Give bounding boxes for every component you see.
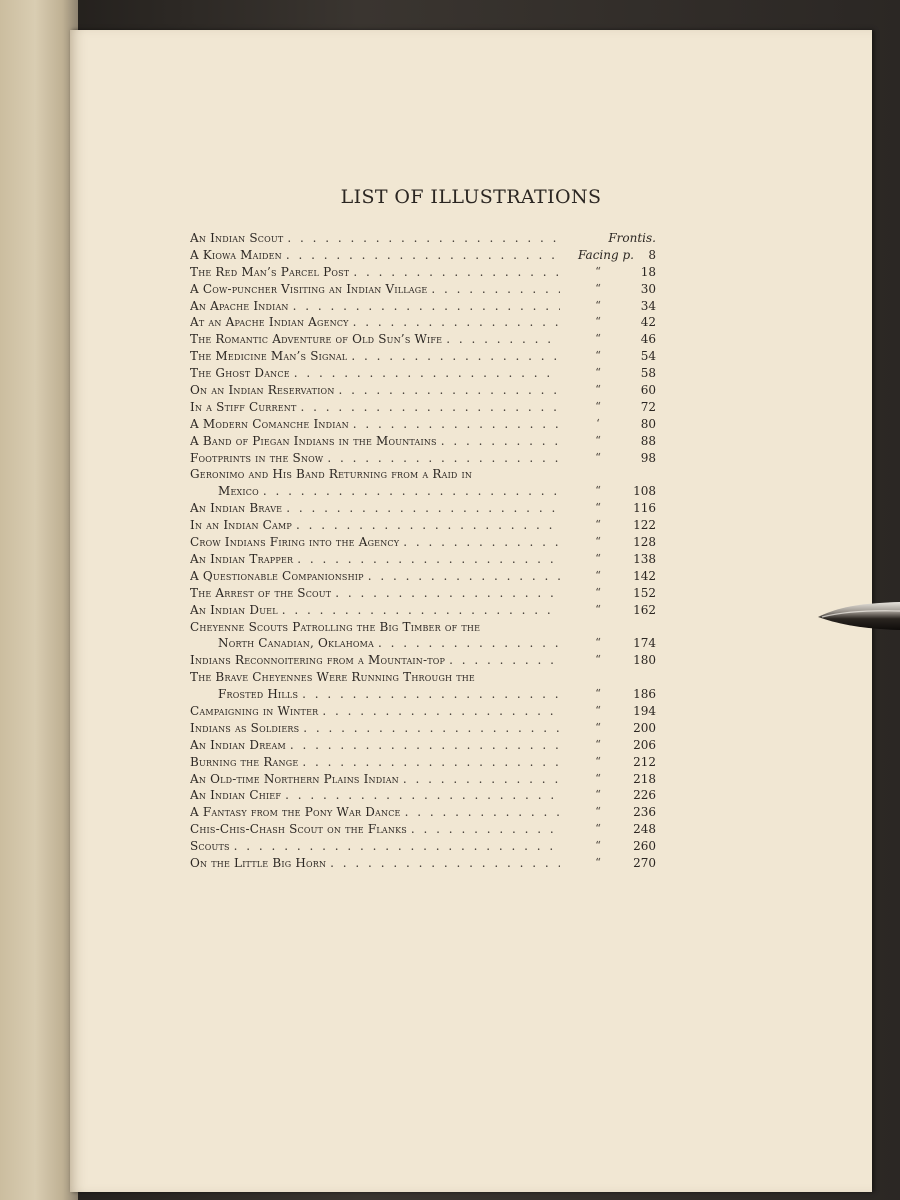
dot-leader xyxy=(427,281,560,298)
list-item xyxy=(190,771,656,788)
illustration-title: At an Apache Indian Agency xyxy=(190,315,349,330)
ditto-mark: “ xyxy=(595,568,601,582)
ditto-mark: “ xyxy=(595,501,601,515)
list-item xyxy=(190,754,656,771)
previous-page-edge xyxy=(0,0,78,1200)
list-item xyxy=(190,585,656,602)
list-item xyxy=(190,433,656,450)
dot-leader xyxy=(283,230,556,247)
ditto-mark: “ xyxy=(595,653,601,667)
page-number: 54 xyxy=(640,349,656,364)
ditto-mark: “ xyxy=(595,788,601,802)
page-label: Facing p. xyxy=(578,247,634,262)
page-number: 60 xyxy=(640,383,656,398)
ditto-mark: “ xyxy=(595,433,601,447)
ditto-mark: “ xyxy=(595,383,601,397)
illustration-title: An Indian Brave xyxy=(190,501,283,516)
illustration-title: Cheyenne Scouts Patrolling the Big Timber of the xyxy=(190,619,481,634)
page-number: 212 xyxy=(633,754,656,769)
illustration-title: Frosted Hills xyxy=(218,687,299,702)
ditto-mark: ‘ xyxy=(596,416,600,430)
illustration-title: An Indian Trapper xyxy=(190,551,294,566)
illustration-title: Burning the Range xyxy=(190,754,299,769)
page-number: 206 xyxy=(633,737,656,752)
ditto-mark: “ xyxy=(595,349,601,363)
dot-leader xyxy=(281,787,560,804)
page-number: 18 xyxy=(640,264,656,279)
ditto-mark: “ xyxy=(595,771,601,785)
ditto-mark: “ xyxy=(595,366,601,380)
list-item xyxy=(190,365,656,382)
list-item xyxy=(190,450,656,467)
illustration-title: North Canadian, Oklahoma xyxy=(218,636,374,651)
illustration-title: An Indian Scout xyxy=(190,231,284,245)
illustration-title: Indians Reconnoitering from a Mountain-top xyxy=(190,653,446,668)
list-item xyxy=(190,619,656,653)
dot-leader xyxy=(349,264,560,281)
illustration-title: A Kiowa Maiden xyxy=(190,247,282,262)
page-number: 142 xyxy=(633,568,656,583)
illustration-title: The Medicine Man’s Signal xyxy=(190,349,348,364)
dot-leader xyxy=(298,754,560,771)
page-number: 42 xyxy=(640,315,656,330)
dot-leader xyxy=(298,686,560,703)
ditto-mark: “ xyxy=(595,518,601,532)
ditto-mark: “ xyxy=(595,484,601,498)
pen-tip-icon xyxy=(818,600,900,632)
page-number: 30 xyxy=(640,281,656,296)
dot-leader xyxy=(374,635,560,652)
illustration-title: An Indian Chief xyxy=(190,788,282,803)
illustration-title: On an Indian Reservation xyxy=(190,383,335,398)
dot-leader xyxy=(286,737,560,754)
page-number: 108 xyxy=(633,484,656,499)
illustration-title: Scouts xyxy=(190,839,230,854)
ditto-mark: “ xyxy=(595,703,601,717)
illustration-title: A Questionable Companionship xyxy=(190,568,364,583)
dot-leader xyxy=(259,483,560,500)
illustration-title: Mexico xyxy=(218,484,259,499)
dot-leader xyxy=(399,534,560,551)
list-item xyxy=(190,247,656,264)
page-number: 8 xyxy=(648,247,656,262)
list-item xyxy=(190,737,656,754)
page-number: 248 xyxy=(633,822,656,837)
ditto-mark: “ xyxy=(595,754,601,768)
ditto-mark: “ xyxy=(595,585,601,599)
page-number: 138 xyxy=(633,551,656,566)
illustration-title: An Apache Indian xyxy=(190,298,289,313)
ditto-mark: “ xyxy=(595,737,601,751)
illustration-title: The Arrest of the Scout xyxy=(190,585,332,600)
page-number: 180 xyxy=(633,653,656,668)
ditto-mark: “ xyxy=(595,822,601,836)
page-number: 270 xyxy=(633,856,656,870)
illustration-title: The Romantic Adventure of Old Sun’s Wife xyxy=(190,332,443,347)
dot-leader xyxy=(442,331,560,348)
list-item xyxy=(190,331,656,348)
list-item xyxy=(190,804,656,821)
dot-leader xyxy=(278,602,560,619)
ditto-mark: “ xyxy=(595,602,601,616)
page-number: 260 xyxy=(633,839,656,854)
list-item xyxy=(190,838,656,855)
list-item xyxy=(190,517,656,534)
list-item xyxy=(190,551,656,568)
illustration-title: A Modern Comanche Indian xyxy=(190,416,349,431)
page-number: 72 xyxy=(640,399,656,414)
list-item xyxy=(190,298,656,315)
dot-leader xyxy=(437,433,560,450)
list-item xyxy=(190,314,656,331)
illustration-title: Footprints in the Snow xyxy=(190,450,324,465)
list-item xyxy=(190,669,656,703)
ditto-mark: “ xyxy=(595,856,601,869)
illustration-title: A Fantasy from the Pony War Dance xyxy=(190,805,401,820)
page-label: Frontis. xyxy=(608,231,656,245)
illustration-title: An Indian Dream xyxy=(190,737,286,752)
page-number: 174 xyxy=(633,636,656,651)
dot-leader xyxy=(399,771,560,788)
page-number: 122 xyxy=(633,518,656,533)
dot-leader xyxy=(290,365,560,382)
dot-leader xyxy=(364,568,560,585)
illustration-title: Indians as Soldiers xyxy=(190,720,300,735)
ditto-mark: “ xyxy=(595,332,601,346)
page-number: 116 xyxy=(633,501,656,516)
ditto-mark: “ xyxy=(595,805,601,819)
ditto-mark: “ xyxy=(595,636,601,650)
illustration-title: Campaigning in Winter xyxy=(190,703,319,718)
ditto-mark: “ xyxy=(595,298,601,312)
illustration-title: The Brave Cheyennes Were Running Through the xyxy=(190,670,475,685)
list-item xyxy=(190,348,656,365)
page-number: 218 xyxy=(633,771,656,786)
page-number: 98 xyxy=(640,450,656,465)
ditto-mark: “ xyxy=(595,264,601,278)
dot-leader xyxy=(326,855,560,872)
dot-leader xyxy=(282,247,556,264)
page-number: 80 xyxy=(640,416,656,431)
page-number: 236 xyxy=(633,805,656,820)
page-number: 152 xyxy=(633,585,656,600)
illustration-title: Chis-Chis-Chash Scout on the Flanks xyxy=(190,822,407,837)
illustration-title: In an Indian Camp xyxy=(190,518,292,533)
page-number: 128 xyxy=(633,535,656,550)
dot-leader xyxy=(297,399,560,416)
illustration-title: An Indian Duel xyxy=(190,602,278,617)
page-number: 200 xyxy=(633,720,656,735)
list-item xyxy=(190,720,656,737)
dot-leader xyxy=(407,821,560,838)
list-item xyxy=(190,787,656,804)
ditto-mark: “ xyxy=(595,315,601,329)
dot-leader xyxy=(347,348,560,365)
dot-leader xyxy=(293,551,560,568)
list-item xyxy=(190,534,656,551)
illustration-title: A Cow-puncher Visiting an Indian Village xyxy=(190,281,428,296)
list-item xyxy=(190,821,656,838)
list-item xyxy=(190,416,656,433)
list-item xyxy=(190,500,656,517)
list-item xyxy=(190,466,656,500)
book-page xyxy=(70,30,872,1192)
illustration-title: A Band of Piegan Indians in the Mountains xyxy=(190,433,437,448)
page-title: LIST OF ILLUSTRATIONS xyxy=(340,186,602,208)
ditto-mark: “ xyxy=(595,535,601,549)
ditto-mark: “ xyxy=(595,839,601,853)
dot-leader xyxy=(318,703,560,720)
dot-leader xyxy=(282,500,560,517)
list-item xyxy=(190,264,656,281)
list-item xyxy=(190,703,656,720)
dot-leader xyxy=(299,720,560,737)
dot-leader xyxy=(349,416,560,433)
dot-leader xyxy=(331,585,560,602)
ditto-mark: “ xyxy=(595,399,601,413)
dot-leader xyxy=(445,652,560,669)
illustration-title: The Red Man’s Parcel Post xyxy=(190,264,350,279)
illustration-title: The Ghost Dance xyxy=(190,366,290,381)
illustration-title: Crow Indians Firing into the Agency xyxy=(190,535,400,550)
dot-leader xyxy=(401,804,560,821)
page-number: 46 xyxy=(640,332,656,347)
ditto-mark: “ xyxy=(595,551,601,565)
page-number: 58 xyxy=(640,366,656,381)
list-item xyxy=(190,855,656,872)
dot-leader xyxy=(289,298,560,315)
illustrations-list xyxy=(190,230,656,872)
list-item xyxy=(190,652,656,669)
illustration-title: Geronimo and His Band Returning from a Raid in xyxy=(190,467,473,482)
list-item xyxy=(190,568,656,585)
illustration-title: An Old-time Northern Plains Indian xyxy=(190,771,399,786)
list-item xyxy=(190,230,656,247)
dot-leader xyxy=(323,450,560,467)
dot-leader xyxy=(335,382,560,399)
illustration-title: In a Stiff Current xyxy=(190,399,297,414)
ditto-mark: “ xyxy=(595,687,601,701)
dot-leader xyxy=(349,314,560,331)
list-item xyxy=(190,399,656,416)
list-item xyxy=(190,281,656,298)
page-number: 162 xyxy=(633,602,656,617)
dot-leader xyxy=(230,838,560,855)
page-number: 226 xyxy=(633,788,656,803)
ditto-mark: “ xyxy=(595,281,601,295)
page-number: 34 xyxy=(640,298,656,313)
list-item xyxy=(190,382,656,399)
ditto-mark: “ xyxy=(595,720,601,734)
page-number: 186 xyxy=(633,687,656,702)
illustration-title: On the Little Big Horn xyxy=(190,856,327,870)
list-item xyxy=(190,602,656,619)
dot-leader xyxy=(292,517,560,534)
page-number: 88 xyxy=(640,433,656,448)
page-number: 194 xyxy=(633,703,656,718)
ditto-mark: “ xyxy=(595,450,601,464)
